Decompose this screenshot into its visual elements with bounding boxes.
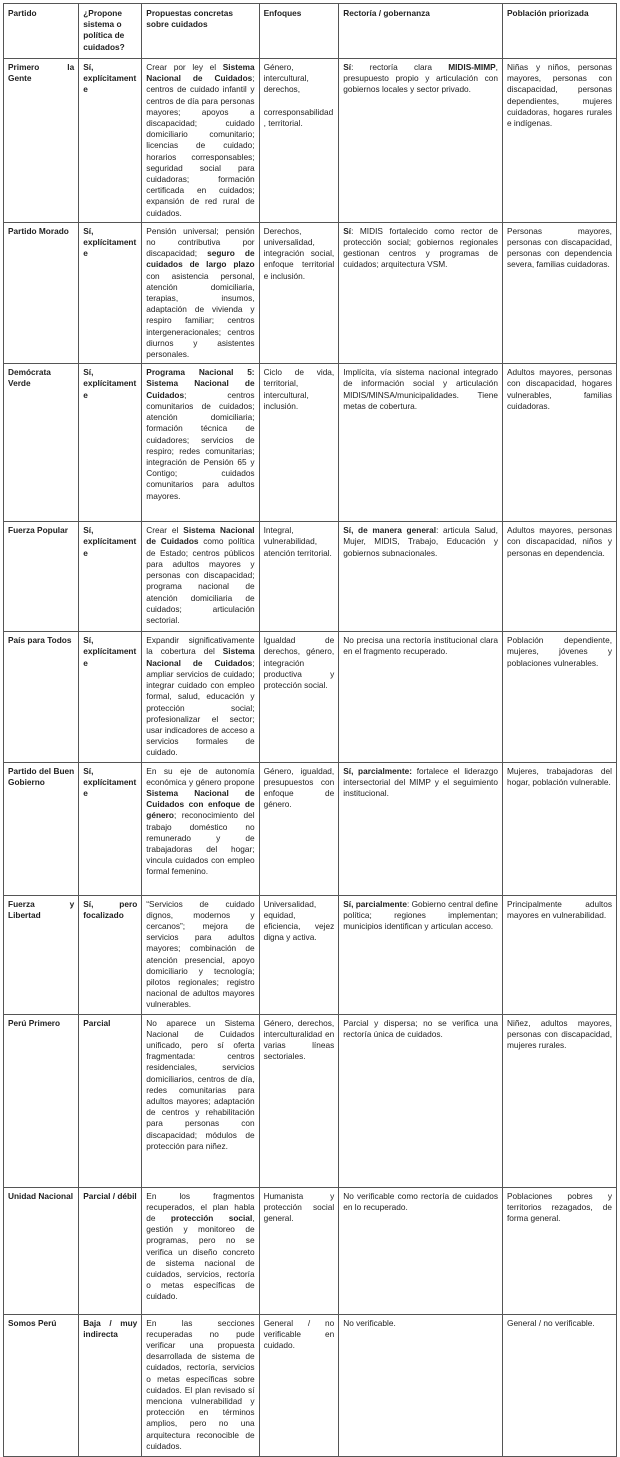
cell-enfoques: Derechos, universalidad, integración social, enfoque territorial e inclusión. bbox=[259, 222, 339, 363]
cell-enfoques: Género, intercultural, derechos, corresponsabilidad, territorial. bbox=[259, 59, 339, 223]
cell-propuestas bbox=[142, 1314, 259, 1456]
cell-poblacion: Principalmente adultos mayores en vulnerabilidad. bbox=[502, 895, 616, 1014]
text-segment: Parcial y dispersa; no se verifica una rectoría única de cuidados. bbox=[343, 1017, 498, 1039]
bold-text: Sí bbox=[343, 225, 352, 236]
text-segment: : Gobierno central define política; regiones implementan; municipios identifican y articulan acceso. bbox=[343, 898, 498, 931]
cell-propone: Baja / muy indirecta bbox=[79, 1314, 142, 1456]
bold-text: MIDIS-MIMP bbox=[448, 62, 496, 72]
text-segment: “Servicios de cuidado dignos, modernos y cercanos”; mejora de servicios para adultos mayores; combinación de atención presencial, apoyo domiciliario y tecnología; pilotos regionales; registro nacional de adultos mayores vulnerables. bbox=[146, 898, 255, 1010]
care-policy-comparison-table bbox=[3, 3, 617, 1457]
cell-poblacion: Mujeres, trabajadoras del hogar, población vulnerable. bbox=[502, 762, 616, 895]
cell-partido: Unidad Nacional bbox=[4, 1187, 79, 1314]
header-propuestas: Propuestas concretas sobre cuidados bbox=[142, 4, 259, 59]
header-partido: Partido bbox=[4, 4, 79, 59]
cell-propuestas bbox=[142, 222, 259, 363]
table-row bbox=[4, 1014, 617, 1187]
cell-partido: Perú Primero bbox=[4, 1014, 79, 1187]
text-segment: Implícita, vía sistema nacional integrado de información social y articulación MIDIS/MINSA/municipalidades. Tiene metas de cobertura. bbox=[343, 367, 498, 411]
bold-text: Sí bbox=[343, 62, 352, 72]
bold-text: Sí, parcialmente bbox=[343, 898, 407, 909]
text-segment: En los fragmentos recuperados, el plan habla de bbox=[146, 1190, 255, 1223]
text-segment: En su eje de autonomía económica y género propone bbox=[146, 765, 255, 787]
cell-propone: Sí, explícitamente bbox=[79, 522, 142, 632]
text-segment: No precisa una rectoría institucional clara en el fragmento recuperado. bbox=[343, 635, 498, 657]
cell-propuestas bbox=[142, 59, 259, 223]
table-row bbox=[4, 1314, 617, 1456]
text-segment: , presupuesto propio y articulación con gobiernos locales y sector privado. bbox=[343, 62, 498, 95]
bold-text: seguro de cuidados de largo plazo bbox=[146, 248, 255, 270]
cell-partido: Demócrata Verde bbox=[4, 364, 79, 522]
table-header-row bbox=[4, 4, 617, 59]
cell-partido: Partido Morado bbox=[4, 222, 79, 363]
table-row bbox=[4, 895, 617, 1014]
bold-text: protección social bbox=[170, 1212, 253, 1223]
text-segment: , gestión y monitoreo de programas, pero no se verifica un diseño concreto de sistema nacional de cuidados, servicios, rectoría o metas específicas de cuidado. bbox=[146, 1212, 255, 1302]
text-segment: Crear el bbox=[146, 525, 184, 536]
header-enfoques: Enfoques bbox=[259, 4, 339, 59]
text-segment: : rectoría clara bbox=[351, 62, 449, 72]
cell-propuestas bbox=[142, 895, 259, 1014]
cell-propuestas bbox=[142, 632, 259, 762]
cell-propuestas bbox=[142, 364, 259, 522]
bold-text: Sistema Nacional de Cuidados bbox=[146, 646, 255, 668]
text-segment: Pensión universal; pensión no contributiva por discapacidad; bbox=[146, 225, 255, 259]
cell-propuestas bbox=[142, 1014, 259, 1187]
text-segment: : MIDIS fortalecido como rector de protección social; gobiernos regionales gestionan centros y programas de cuidados; arquitectura VSM. bbox=[343, 225, 498, 270]
table-row bbox=[4, 522, 617, 632]
bold-text: Sistema Nacional de Cuidados bbox=[146, 62, 255, 84]
cell-rectoria bbox=[339, 1187, 503, 1314]
cell-propone: Sí, explícitamente bbox=[79, 762, 142, 895]
cell-enfoques: Género, derechos, interculturalidad en varias líneas sectoriales. bbox=[259, 1014, 339, 1187]
bold-text: Sí, parcialmente: bbox=[343, 765, 413, 776]
cell-poblacion: Personas mayores, personas con discapacidad, personas con dependencia severa, familias cuidadoras. bbox=[502, 222, 616, 363]
cell-enfoques: Género, igualdad, presupuestos con enfoque de género. bbox=[259, 762, 339, 895]
cell-rectoria bbox=[339, 762, 503, 895]
text-segment: como política de Estado; centros públicos para adultos mayores y personas con discapacidad; programa nacional de atención domiciliaria de cuidados; articulación sectorial. bbox=[146, 536, 255, 625]
text-segment: fortalece el liderazgo intersectorial del MIMP y el seguimiento institucional. bbox=[343, 765, 498, 798]
cell-poblacion: General / no verificable. bbox=[502, 1314, 616, 1456]
table-row bbox=[4, 762, 617, 895]
bold-text: Sistema Nacional de Cuidados con enfoque de género bbox=[146, 787, 255, 821]
cell-partido: Somos Perú bbox=[4, 1314, 79, 1456]
text-segment: ; reconocimiento del trabajo doméstico no remunerado y de trabajadoras del hogar; vincula cuidados con empleo formal femenino. bbox=[146, 810, 255, 877]
cell-enfoques: Universalidad, equidad, eficiencia, vejez digna y activa. bbox=[259, 895, 339, 1014]
cell-enfoques: General / no verificable en cuidado. bbox=[259, 1314, 339, 1456]
cell-enfoques: Humanista y protección social general. bbox=[259, 1187, 339, 1314]
cell-rectoria bbox=[339, 895, 503, 1014]
bold-text: Programa Nacional 5: Sistema Nacional de Cuidados bbox=[146, 367, 255, 400]
bold-text: Sí, de manera general bbox=[343, 525, 437, 536]
cell-partido: Fuerza y Libertad bbox=[4, 895, 79, 1014]
cell-enfoques: Ciclo de vida, territorial, intercultural, inclusión. bbox=[259, 364, 339, 522]
cell-poblacion: Niñas y niños, personas mayores, personas con discapacidad, personas dependientes, mujeres cuidadoras, hogares rurales e indígenas. bbox=[502, 59, 616, 223]
table-row bbox=[4, 222, 617, 363]
cell-enfoques: Igualdad de derechos, género, integración productiva y protección social. bbox=[259, 632, 339, 762]
header-rectoria: Rectoría / gobernanza bbox=[339, 4, 503, 59]
cell-propone: Parcial bbox=[79, 1014, 142, 1187]
cell-propone: Sí, explícitamente bbox=[79, 222, 142, 363]
cell-propuestas bbox=[142, 522, 259, 632]
cell-propuestas bbox=[142, 762, 259, 895]
text-segment: con asistencia personal, atención domiciliaria, terapias, insumos, adaptación de vivienda y respiro familiar; centros intergeneracionales; centros diurnos y asistentes personales. bbox=[146, 270, 255, 360]
cell-rectoria bbox=[339, 59, 503, 223]
text-segment: No verificable. bbox=[343, 1317, 396, 1328]
cell-partido: Primero la Gente bbox=[4, 59, 79, 223]
cell-poblacion: Niñez, adultos mayores, personas con discapacidad, mujeres rurales. bbox=[502, 1014, 616, 1187]
text-segment: En las secciones recuperadas no pude verificar una propuesta desarrollada de sistema de cuidados, rectoría, servicios o metas específicas sobre cuidados. El plan revisado sí menciona vulnerabilidad y protección en términos amplios, pero no una arquitectura reconocible de cuidados. bbox=[146, 1317, 255, 1451]
text-segment: No aparece un Sistema Nacional de Cuidados unificado, pero sí oferta fragmentada: centros residenciales, servicios domiciliarios, centros de día, redes comunitarias para adultos mayores; adaptación de centros y rehabilitación para personas con discapacidad; módulos de protección para niñez. bbox=[146, 1017, 255, 1151]
cell-rectoria bbox=[339, 1014, 503, 1187]
cell-rectoria bbox=[339, 1314, 503, 1456]
cell-partido: Partido del Buen Gobierno bbox=[4, 762, 79, 895]
text-segment: Expandir significativamente la cobertura del bbox=[146, 635, 255, 657]
cell-enfoques: Integral, vulnerabilidad, atención territorial. bbox=[259, 522, 339, 632]
table-row bbox=[4, 364, 617, 522]
header-propone: ¿Propone sistema o política de cuidados? bbox=[79, 4, 142, 59]
text-segment: ; ampliar servicios de cuidado; integrar cuidado con empleo formal, salud, educación y protección social; profesionalizar el sector; usar indicadores de acceso a servicios formales de cuidado. bbox=[146, 657, 255, 758]
cell-propone: Parcial / débil bbox=[79, 1187, 142, 1314]
text-segment: : articula Salud, Mujer, MIDIS, Trabajo, Educación y gobiernos subnacionales. bbox=[343, 525, 498, 558]
cell-propone: Sí, pero focalizado bbox=[79, 895, 142, 1014]
cell-propone: Sí, explícitamente bbox=[79, 364, 142, 522]
header-poblacion: Población priorizada bbox=[502, 4, 616, 59]
table-row bbox=[4, 632, 617, 762]
cell-poblacion: Adultos mayores, personas con discapacidad, niños y personas en dependencia. bbox=[502, 522, 616, 632]
cell-rectoria bbox=[339, 364, 503, 522]
cell-rectoria bbox=[339, 632, 503, 762]
cell-partido: País para Todos bbox=[4, 632, 79, 762]
cell-poblacion: Adultos mayores, personas con discapacidad, hogares vulnerables, familias cuidadoras. bbox=[502, 364, 616, 522]
cell-propone: Sí, explícitamente bbox=[79, 632, 142, 762]
cell-poblacion: Población dependiente, mujeres, jóvenes y poblaciones vulnerables. bbox=[502, 632, 616, 762]
table-row bbox=[4, 1187, 617, 1314]
text-segment: No verificable como rectoría de cuidados en lo recuperado. bbox=[343, 1190, 498, 1212]
cell-partido: Fuerza Popular bbox=[4, 522, 79, 632]
bold-text: Sistema Nacional de Cuidados bbox=[146, 525, 255, 547]
text-segment: ; centros comunitarios de cuidados; atención domiciliaria; formación técnica de cuidadores; servicios de respiro; redes comunitarias; integración de Pensión 65 y Contigo; cuidados comunitarios para adultos mayores. bbox=[146, 389, 255, 501]
text-segment: Crear por ley el bbox=[146, 62, 223, 72]
cell-rectoria bbox=[339, 522, 503, 632]
table-row bbox=[4, 59, 617, 223]
cell-propone: Sí, explícitamente bbox=[79, 59, 142, 223]
cell-poblacion: Poblaciones pobres y territorios rezagados, de forma general. bbox=[502, 1187, 616, 1314]
text-segment: ; centros de cuidado infantil y centros de día para personas mayores; apoyos a discapacidad; cuidado domiciliario comunitario; licencias de cuidado; horarios corresponsables; seguridad social para cuidadoras; formación certificada en cuidados; expansión de red rural de cuidados. bbox=[146, 73, 255, 218]
cell-rectoria bbox=[339, 222, 503, 363]
cell-propuestas bbox=[142, 1187, 259, 1314]
